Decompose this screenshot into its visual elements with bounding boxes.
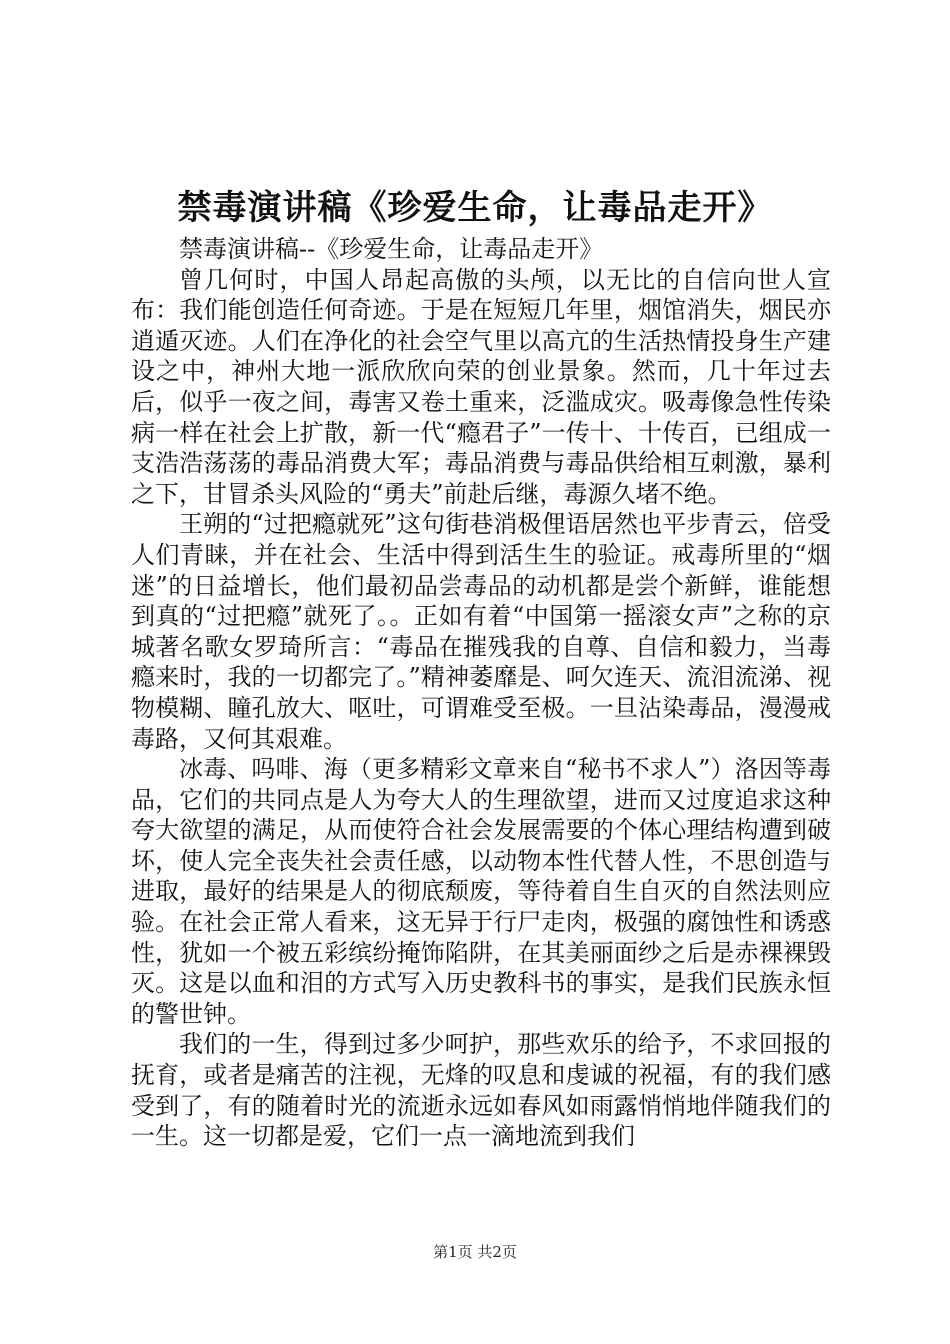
page-number-footer: 第1页 共2页 [433,1243,517,1261]
paragraph: 冰毒、吗啡、海（更多精彩文章来自“秘书不求人”）洛因等毒品，它们的共同点是人为夸大人的生理欲望，进而又过度追求这种夸大欲望的满足，从而使符合社会发展需要的个体心理结构遭到破坏，使人完全丧失社会责任感，以动物本性代替人性，不思创造与进取，最好的结果是人的彻底颓废，等待着自生自灭的自然法则应验。在社会正常人看来，这无异于行尸走肉，极强的腐蚀性和诱惑性，犹如一个被五彩缤纷掩饰陷阱，在其美丽面纱之后是赤裸裸毁灭。这是以血和泪的方式写入历史教科书的事实，是我们民族永恒的警世钟。 [131,755,831,1028]
document-body [131,234,831,1152]
paragraph: 王朔的“过把瘾就死”这句街巷消极俚语居然也平步青云，倍受人们青睐，并在社会、生活中得到活生生的验证。戒毒所里的“烟迷”的日益增长，他们最初品尝毒品的动机都是尝个新鲜，谁能想到真的“过把瘾”就死了。。正如有着“中国第一摇滚女声”之称的京城著名歌女罗琦所言：“毒品在摧残我的自尊、自信和毅力，当毒瘾来时，我的一切都完了。”精神萎靡是、呵欠连天、流泪流涕、视物模糊、瞳孔放大、呕吐，可谓难受至极。一旦沾染毒品，漫漫戒毒路，又何其艰难。 [131,510,831,753]
paragraph: 我们的一生，得到过多少呵护，那些欢乐的给予，不求回报的抚育，或者是痛苦的注视，无烽的叹息和虔诚的祝福，有的我们感受到了，有的随着时光的流逝永远如春风如雨露悄悄地伴随我们的一生。这一切都是爱，它们一点一滴地流到我们 [131,1030,831,1151]
paragraph-subtitle: 禁毒演讲稿--《珍爱生命，让毒品走开》 [179,235,604,263]
paragraph: 曾几何时，中国人昂起高傲的头颅，以无比的自信向世人宣布：我们能创造任何奇迹。于是在短短几年里，烟馆消失，烟民亦逍遁灭迹。人们在净化的社会空气里以高亢的生活热情投身生产建设之中，神州大地一派欣欣向荣的创业景象。然而，几十年过去后，似乎一夜之间，毒害又卷土重来，泛滥成灾。吸毒像急性传染病一样在社会上扩散，新一代“瘾君子”一传十、十传百，已组成一支浩浩荡荡的毒品消费大军；毒品消费与毒品供给相互刺激，暴利之下，甘冒杀头风险的“勇夫”前赴后继，毒源久堵不绝。 [131,265,831,508]
document-title: 禁毒演讲稿《珍爱生命，让毒品走开》 [177,188,773,228]
